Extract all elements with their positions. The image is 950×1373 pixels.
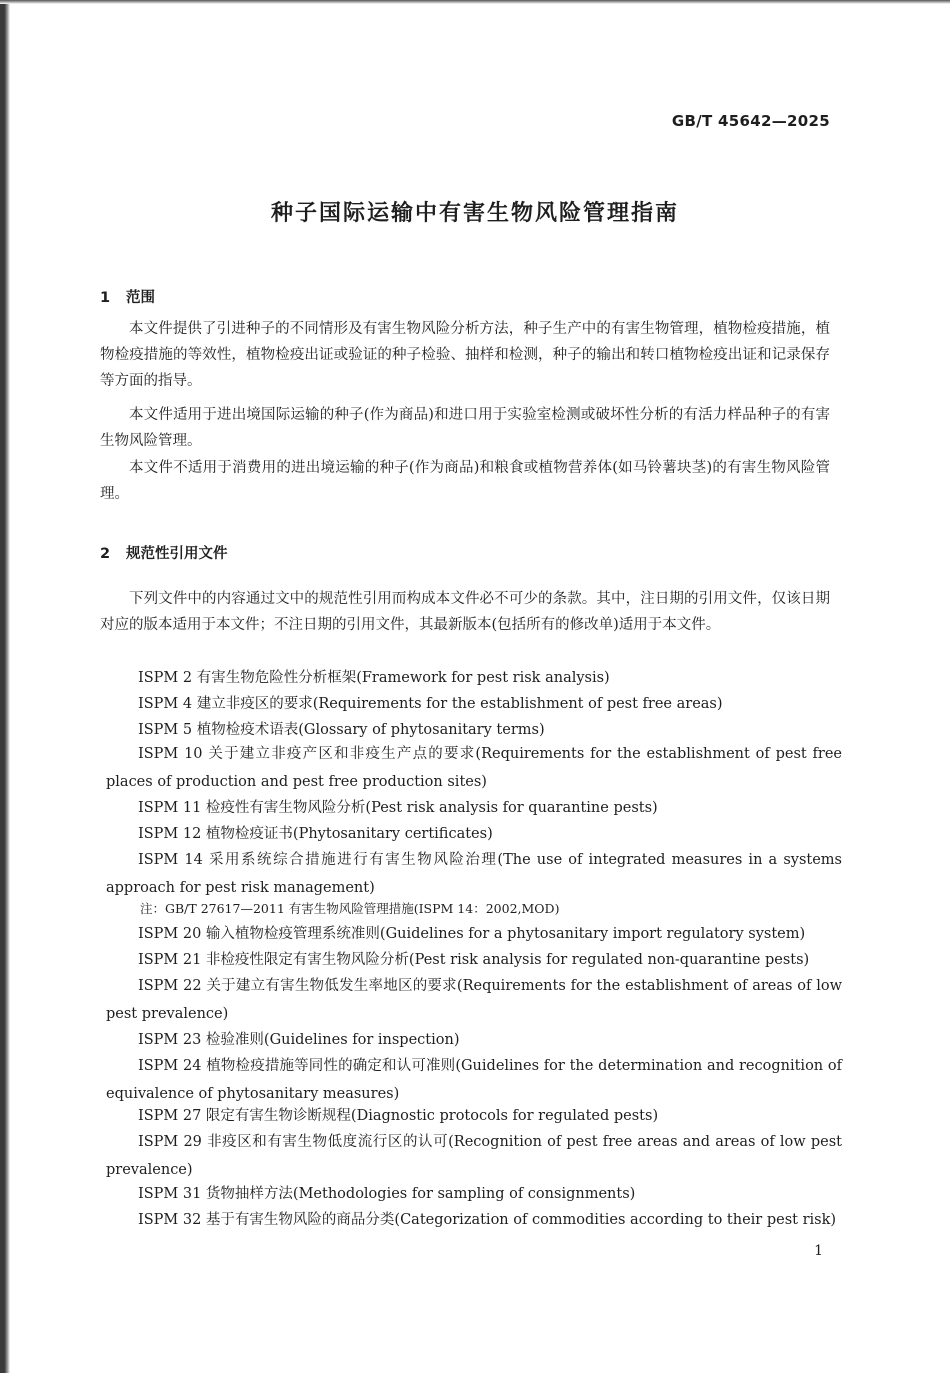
scope-paragraph-2: 本文件适用于进出境国际运输的种子(作为商品)和进口用于实验室检测或破坏性分析的有活力样品种子的有害生物风险管理。 — [100, 407, 830, 449]
reference-item-ispm-4: ISPM 4 建立非疫区的要求(Requirements for the establishment of pest free areas) — [138, 696, 723, 712]
reference-item-ispm-5: ISPM 5 植物检疫术语表(Glossary of phytosanitary terms) — [138, 722, 545, 738]
scan-edge-top — [0, 0, 950, 4]
references-intro-paragraph: 下列文件中的内容通过文中的规范性引用而构成本文件必不可少的条款。其中，注日期的引用文件，仅该日期对应的版本适用于本文件；不注日期的引用文件，其最新版本(包括所有的修改单)适用于本文件。 — [100, 591, 830, 633]
document-number: GB/T 45642—2025 — [671, 112, 830, 130]
reference-note: 注：GB/T 27617—2011 有害生物风险管理措施(ISPM 14：2002,MOD) — [140, 901, 560, 916]
section-number: 2 — [100, 546, 111, 562]
document-title: 种子国际运输中有害生物风险管理指南 — [270, 201, 679, 226]
reference-item-ispm-14: ISPM 14 采用系统综合措施进行有害生物风险治理(The use of integrated measures in a systems approach for pest risk management) — [106, 852, 842, 896]
reference-item-ispm-23: ISPM 23 检验准则(Guidelines for inspection) — [138, 1032, 460, 1048]
reference-item-ispm-2: ISPM 2 有害生物危险性分析框架(Framework for pest risk analysis) — [138, 670, 610, 686]
scope-paragraph-3: 本文件不适用于消费用的进出境运输的种子(作为商品)和粮食或植物营养体(如马铃薯块茎)的有害生物风险管理。 — [100, 460, 830, 502]
section-number: 1 — [100, 290, 111, 306]
reference-item-ispm-22: ISPM 22 关于建立有害生物低发生率地区的要求(Requirements for the establishment of areas of low pest prevalence) — [106, 978, 842, 1022]
scope-paragraph-1: 本文件提供了引进种子的不同情形及有害生物风险分析方法，种子生产中的有害生物管理，植物检疫措施，植物检疫措施的等效性，植物检疫出证或验证的种子检验、抽样和检测，种子的输出和转口植物检疫出证和记录保存等方面的指导。 — [100, 321, 830, 389]
section-title: 范围 — [126, 290, 155, 306]
reference-item-ispm-31: ISPM 31 货物抽样方法(Methodologies for sampling of consignments) — [138, 1186, 636, 1202]
reference-item-ispm-21: ISPM 21 非检疫性限定有害生物风险分析(Pest risk analysis for regulated non-quarantine pests) — [138, 952, 810, 968]
section-heading-scope — [100, 286, 155, 307]
reference-item-ispm-12: ISPM 12 植物检疫证书(Phytosanitary certificates) — [138, 826, 493, 842]
section-heading-normative-references — [100, 542, 228, 563]
page-number: 1 — [814, 1243, 823, 1259]
section-title: 规范性引用文件 — [126, 546, 228, 562]
reference-item-ispm-24: ISPM 24 植物检疫措施等同性的确定和认可准则(Guidelines for the determination and recognition of equivalence of phytosanitary measures) — [106, 1058, 842, 1102]
reference-item-ispm-20: ISPM 20 输入植物检疫管理系统准则(Guidelines for a phytosanitary import regulatory system) — [138, 926, 806, 942]
reference-item-ispm-32: ISPM 32 基于有害生物风险的商品分类(Categorization of commodities according to their pest risk) — [138, 1212, 837, 1228]
reference-item-ispm-27: ISPM 27 限定有害生物诊断规程(Diagnostic protocols for regulated pests) — [138, 1108, 659, 1124]
reference-item-ispm-11: ISPM 11 检疫性有害生物风险分析(Pest risk analysis for quarantine pests) — [138, 800, 658, 816]
reference-item-ispm-10: ISPM 10 关于建立非疫产区和非疫生产点的要求(Requirements for the establishment of pest free places of production and pest free production sites) — [106, 746, 842, 790]
reference-item-ispm-29: ISPM 29 非疫区和有害生物低度流行区的认可(Recognition of pest free areas and areas of low pest prevalence) — [106, 1134, 842, 1178]
